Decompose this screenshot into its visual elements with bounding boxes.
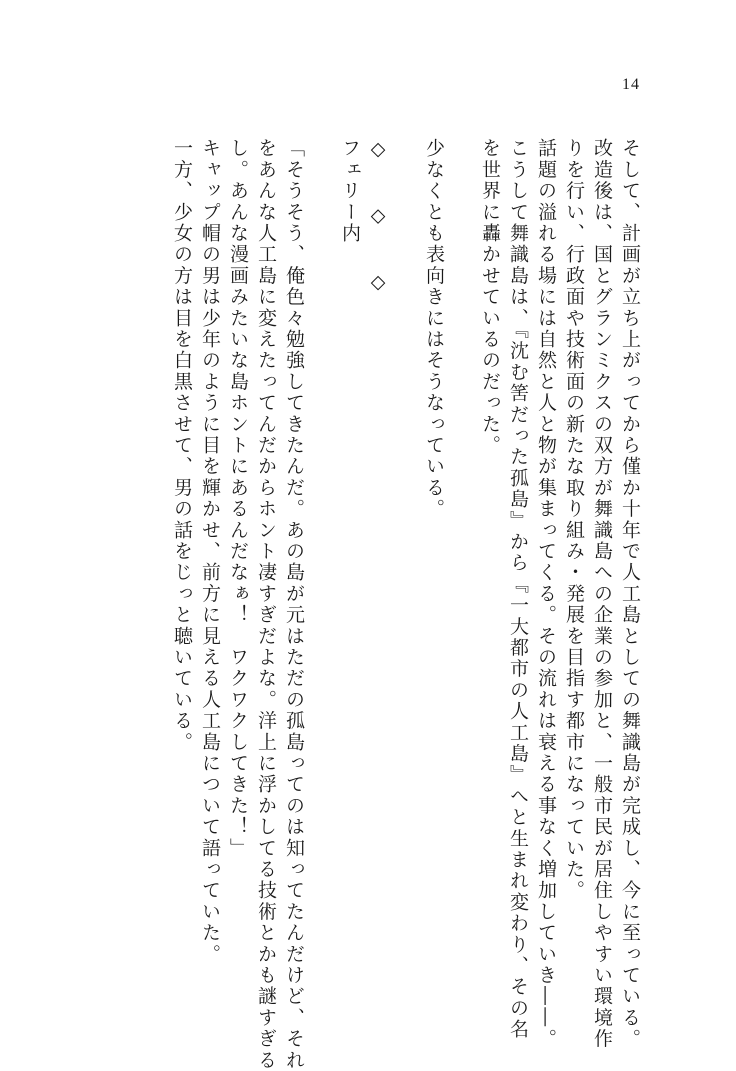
text-line: そして、計画が立ち上がってから僅か十年で人工島としての舞識島が完成し、今に至っている。	[619, 138, 641, 1050]
dialogue-line: をあんな人工島に変えたってんだからホント凄すぎだよな。洋上に浮かしてる技術とかも謎すぎる	[255, 138, 277, 1071]
blank-line	[392, 138, 420, 938]
scene-heading: フェリー内	[339, 138, 361, 244]
page-number: 14	[622, 76, 640, 93]
text-line: 少なくとも表向きにはそうなっている。	[423, 138, 445, 520]
scene-break: ◇ ◇ ◇	[367, 138, 389, 296]
blank-line	[308, 138, 336, 938]
text-line: こうして舞識島は、『沈む筈だった孤島』から『一大都市の人工島』へと生まれ変わり、その名	[507, 138, 529, 1041]
dialogue-line: 「そうそう、俺色々勉強してきたんだ。あの島が元はただの孤島ってのは知ってたんだけど、それ	[283, 138, 305, 1071]
text-line: キャップ帽の男は少年のように目を輝かせ、前方に見える人工島について語っていた。	[199, 138, 221, 965]
dialogue-line: し。あんな漫画みたいな島ホントにあるんだなぁ！ ワクワクしてきた！」	[227, 138, 249, 859]
text-line: を世界に轟かせているのだった。	[479, 138, 501, 456]
text-line: 改造後は、国とグランミクスの双方が舞識島への企業の参加と、一般市民が居住しやすい環境作	[591, 138, 613, 1050]
blank-line	[448, 138, 476, 938]
text-line: 話題の溢れる場には自然と人と物が集まってくる。その流れは衰える事なく増加していき――。	[535, 138, 557, 1050]
vertical-text-body	[168, 138, 644, 1071]
text-line: りを行い、行政面や技術面の新たな取り組み・発展を目指す都市になっていた。	[563, 138, 585, 902]
text-line: 一方、少女の方は目を白黒させて、男の話をじっと聴いている。	[171, 138, 193, 753]
